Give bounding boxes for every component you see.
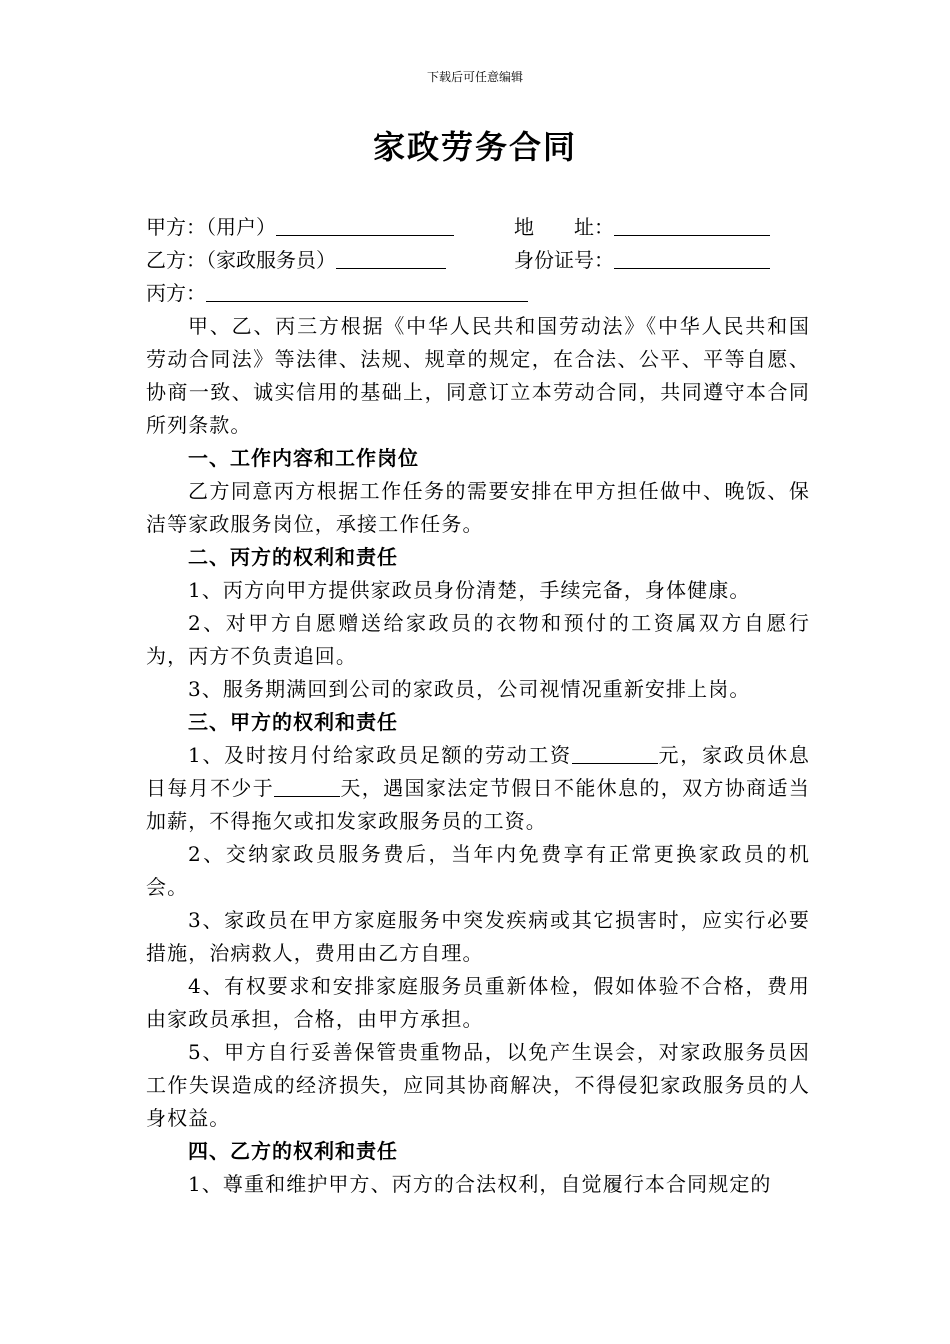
section-3-item: 2、交纳家政员服务费后，当年内免费享有正常更换家政员的机会。 — [146, 842, 810, 899]
intro-paragraph: 甲、乙、丙三方根据《中华人民共和国劳动法》《中华人民共和国劳动合同法》等法律、法规、规章的规定，在合法、公平、平等自愿、协商一致、诚实信用的基础上，同意订立本劳动合同，共同遵守本合同所列条款。 — [146, 314, 810, 437]
section-4-item: 1、尊重和维护甲方、丙方的合法权利，自觉履行本合同规定的 — [188, 1172, 772, 1196]
party-b-label: 乙方：（家政服务员） — [146, 248, 336, 272]
party-b-blank[interactable] — [336, 248, 446, 269]
section-2-item: 1、丙方向甲方提供家政员身份清楚，手续完备，身体健康。 — [188, 578, 751, 602]
party-a-label: 甲方：（用户） — [146, 215, 276, 239]
section-3-item: 4、有权要求和安排家庭服务员重新体检，假如体验不合格，费用由家政员承担，合格，由甲方承担。 — [146, 974, 810, 1031]
id-field — [514, 244, 770, 277]
document-title: 家政劳务合同 — [372, 128, 577, 166]
rest-text: 元，家政员休息日每月不少于 — [146, 743, 811, 800]
contract-body — [146, 211, 810, 1201]
section-2-item: 3、服务期满回到公司的家政员，公司视情况重新安排上岗。 — [188, 677, 751, 701]
section-2-item: 2、对甲方自愿赠送给家政员的衣物和预付的工资属双方自愿行为，丙方不负责追回。 — [146, 611, 810, 668]
wage-blank[interactable] — [572, 743, 658, 764]
party-a-row — [146, 211, 810, 244]
party-c-row — [146, 277, 810, 310]
id-blank[interactable] — [614, 248, 770, 269]
section-3-item-1 — [146, 739, 810, 838]
address-field — [514, 211, 770, 244]
header-note: 下载后可任意编辑 — [426, 70, 523, 84]
section-2-heading: 二、丙方的权利和责任 — [188, 545, 398, 569]
section-3-item: 3、家政员在甲方家庭服务中突发疾病或其它损害时，应实行必要措施，治病救人，费用由乙方自理。 — [146, 908, 810, 965]
wage-text: 1、及时按月付给家政员足额的劳动工资 — [188, 743, 572, 767]
section-4-heading: 四、乙方的权利和责任 — [188, 1139, 398, 1163]
address-label: 地 址： — [514, 215, 614, 239]
rest-days-blank[interactable] — [274, 776, 340, 797]
id-label: 身份证号： — [514, 248, 614, 272]
section-1-paragraph: 乙方同意丙方根据工作任务的需要安排在甲方担任做中、晚饭、保洁等家政服务岗位，承接工作任务。 — [146, 479, 810, 536]
section-1-heading: 一、工作内容和工作岗位 — [188, 446, 419, 470]
party-c-blank[interactable] — [206, 281, 528, 302]
holiday-text: 天，遇国家法定节假日不能休息的，双方协商适当加薪，不得拖欠或扣发家政服务员的工资。 — [146, 776, 810, 833]
section-3-item: 5、甲方自行妥善保管贵重物品，以免产生误会，对家政服务员因工作失误造成的经济损失，应同其协商解决，不得侵犯家政服务员的人身权益。 — [146, 1040, 810, 1130]
address-blank[interactable] — [614, 215, 770, 236]
party-b-row — [146, 244, 810, 277]
section-3-heading: 三、甲方的权利和责任 — [188, 710, 398, 734]
party-c-label: 丙方： — [146, 281, 206, 305]
party-a-blank[interactable] — [276, 215, 454, 236]
